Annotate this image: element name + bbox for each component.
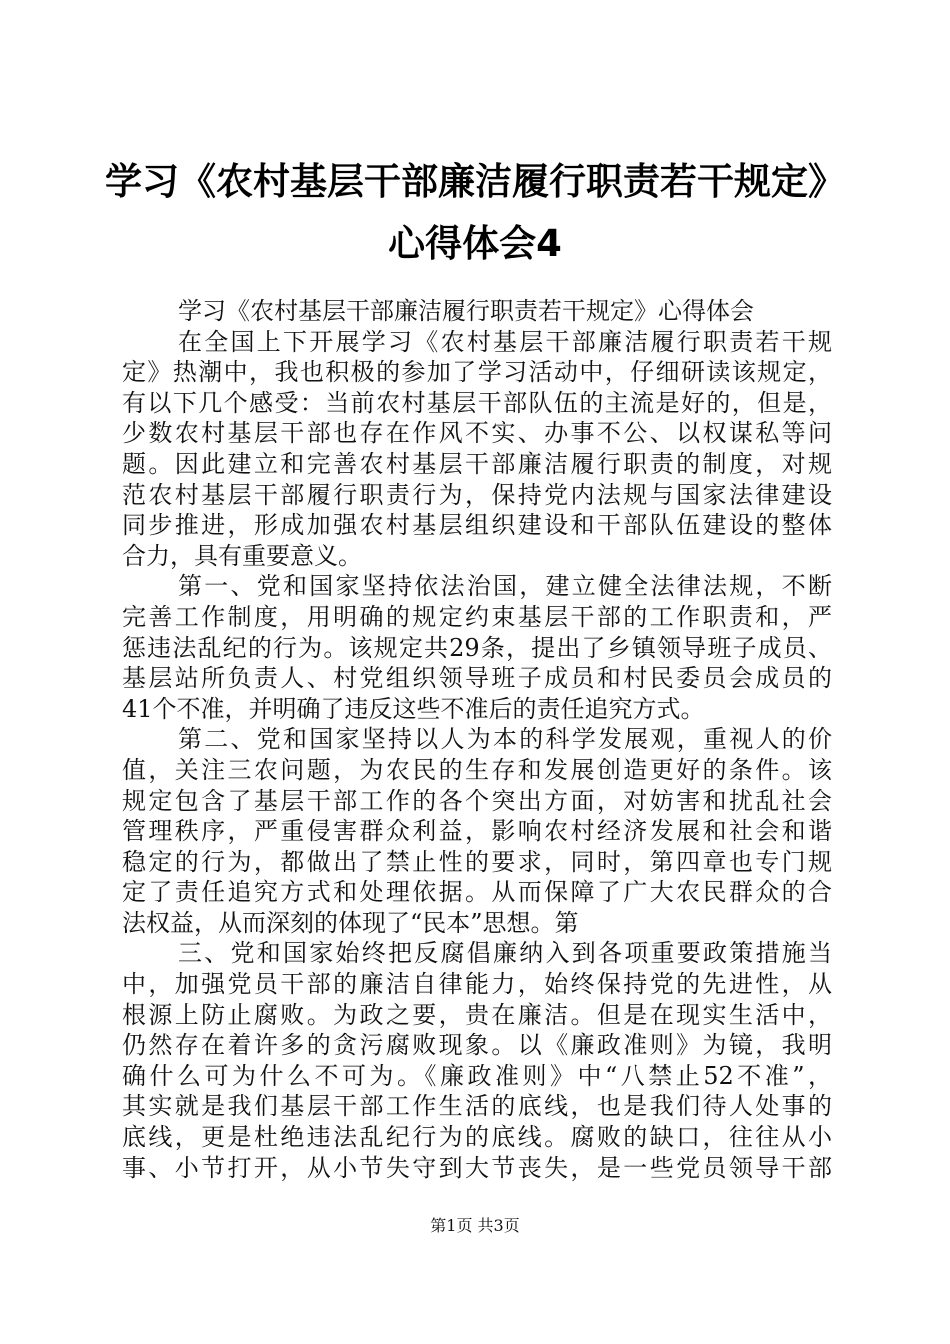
document-title-line1: 学习《农村基层干部廉洁履行职责若干规定》: [105, 160, 845, 203]
body-line: 范农村基层干部履行职责行为，保持党内法规与国家法律建设: [122, 480, 832, 509]
page-footer: 第1页 共3页: [430, 1216, 520, 1235]
body-line: 定了责任追究方式和处理依据。从而保障了广大农民群众的合: [122, 878, 832, 907]
body-line: 在全国上下开展学习《农村基层干部廉洁履行职责若干规: [178, 327, 832, 356]
body-line: 其实就是我们基层干部工作生活的底线，也是我们待人处事的: [122, 1092, 832, 1121]
body-line: 法权益，从而深刻的体现了“民本”思想。第: [122, 908, 579, 937]
body-line: 同步推进，形成加强农村基层组织建设和干部队伍建设的整体: [122, 511, 832, 540]
body-line: 完善工作制度，用明确的规定约束基层干部的工作职责和，严: [122, 602, 832, 631]
body-line: 值，关注三农问题，为农民的生存和发展创造更好的条件。该: [122, 755, 832, 784]
body-line: 事、小节打开，从小节失守到大节丧失，是一些党员领导干部: [122, 1153, 832, 1182]
body-line: 规定包含了基层干部工作的各个突出方面，对妨害和扰乱社会: [122, 786, 832, 815]
document-title-line2: 心得体会4: [388, 222, 562, 265]
body-line: 三、党和国家始终把反腐倡廉纳入到各项重要政策措施当: [178, 939, 832, 968]
body-line: 定》热潮中，我也积极的参加了学习活动中，仔细研读该规定，: [122, 358, 832, 387]
body-line: 仍然存在着许多的贪污腐败现象。以《廉政准则》为镜，我明: [122, 1031, 832, 1060]
body-line: 惩违法乱纪的行为。该规定共29条，提出了乡镇领导班子成员、: [122, 633, 832, 662]
document-body: [122, 296, 832, 1183]
body-line: 确什么可为什么不可为。《廉政准则》中“八禁止52不准”，: [122, 1061, 832, 1090]
body-line: 管理秩序，严重侵害群众利益，影响农村经济发展和社会和谐: [122, 817, 832, 846]
body-line: 有以下几个感受：当前农村基层干部队伍的主流是好的，但是，: [122, 388, 832, 417]
body-line: 根源上防止腐败。为政之要，贵在廉洁。但是在现实生活中，: [122, 1000, 832, 1029]
body-line: 少数农村基层干部也存在作风不实、办事不公、以权谋私等问: [122, 419, 832, 448]
body-line: 中，加强党员干部的廉洁自律能力，始终保持党的先进性，从: [122, 970, 832, 999]
body-line: 第一、党和国家坚持依法治国，建立健全法律法规，不断: [178, 572, 832, 601]
body-line: 稳定的行为，都做出了禁止性的要求，同时，第四章也专门规: [122, 847, 832, 876]
body-line: 合力，具有重要意义。: [122, 541, 362, 570]
body-line: 第二、党和国家坚持以人为本的科学发展观，重视人的价: [178, 725, 832, 754]
body-line: 学习《农村基层干部廉洁履行职责若干规定》心得体会: [178, 297, 754, 325]
body-line: 题。因此建立和完善农村基层干部廉洁履行职责的制度，对规: [122, 449, 832, 478]
body-line: 基层站所负责人、村党组织领导班子成员和村民委员会成员的: [122, 664, 832, 693]
body-line: 41个不准，并明确了违反这些不准后的责任追究方式。: [122, 694, 705, 723]
body-line: 底线，更是杜绝违法乱纪行为的底线。腐败的缺口，往往从小: [122, 1123, 832, 1152]
